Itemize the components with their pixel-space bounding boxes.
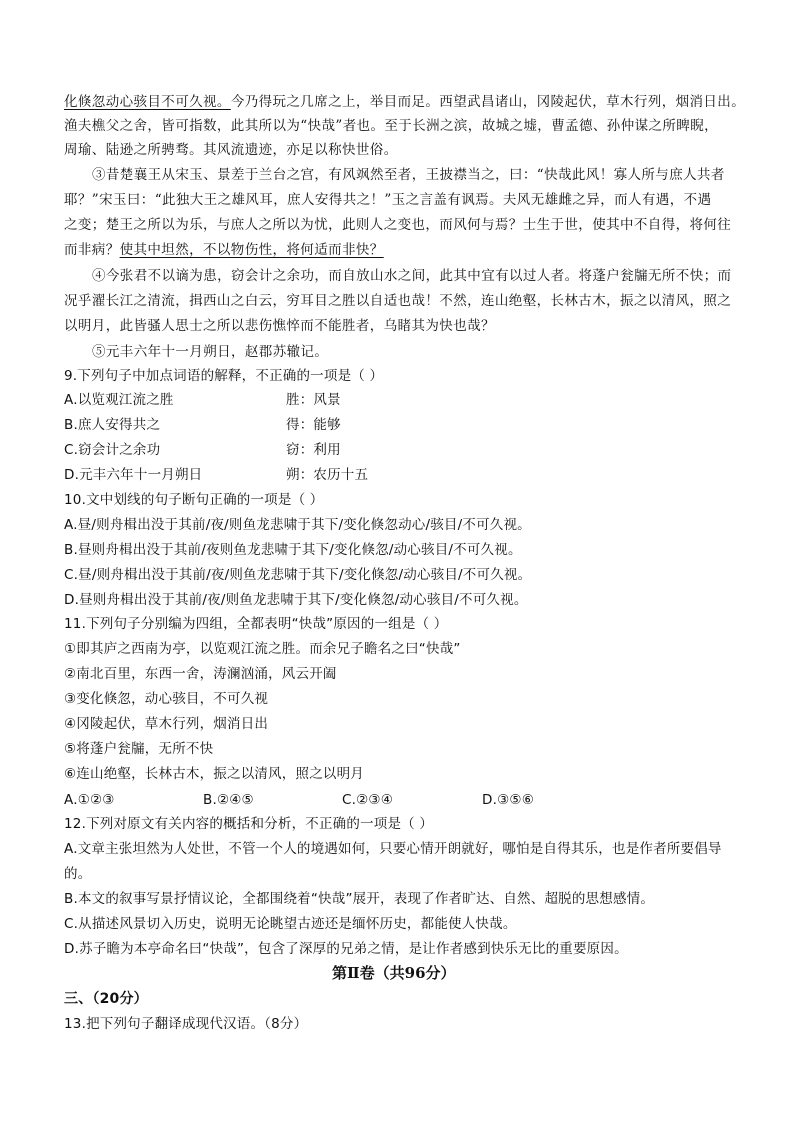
- q11-item: ①即其庐之西南为亭，以览观江流之胜。而余兄子瞻名之曰“快哉”: [64, 641, 461, 657]
- q9-option-c-gloss: 窃：利用: [286, 442, 341, 458]
- question-13-stem: 13.把下列句子翻译成现代汉语。（8分）: [64, 1016, 308, 1032]
- passage-line: [64, 93, 745, 111]
- q9-option-b-gloss: 得：能够: [286, 417, 341, 433]
- q10-option-b: B.昼则舟楫出没于其前/夜则鱼龙悲啸于其下/变化倏忽/动心骇目/不可久视。: [64, 542, 522, 558]
- q11-item: ⑤将蓬户瓮牖，无所不快: [64, 741, 214, 757]
- underlined-sentence: 化倏忽动心骇目不可久视。: [64, 94, 231, 110]
- underlined-sentence: 使其中坦然，不以物伤性，将何适而非快？: [119, 242, 384, 258]
- q11-choice-c: C.②③④: [342, 792, 394, 808]
- q9-option-b: B.庶人安得共之: [64, 417, 161, 433]
- passage-line: 之变；楚王之所以为乐，与庶人之所以为忧，此则人之变也，而风何与焉？士生于世，使其中不自得，将何往: [64, 217, 732, 233]
- q9-option-a-gloss: 胜：风景: [286, 392, 341, 408]
- question-9-stem: 9.下列句子中加点词语的解释，不正确的一项是（ ）: [64, 368, 384, 384]
- q11-choice-b: B.②④⑤: [203, 792, 254, 808]
- passage-line: 渔夫樵父之舍，皆可指数，此其所以为“快哉”者也。至于长洲之滨，故城之墟，曹孟德、孙仲谋之所睥睨，: [64, 118, 719, 134]
- q11-item: ②南北百里，东西一舍，涛澜汹涌，风云开阖: [64, 666, 337, 682]
- q11-item: ③变化倏忽，动心骇目，不可久视: [64, 691, 269, 707]
- question-12-stem: 12.下列对原文有关内容的概括和分析，不正确的一项是（ ）: [64, 816, 434, 832]
- passage-text: 今乃得玩之几席之上，举目而足。西望武昌诸山，冈陵起伏，草木行列，烟消日出。: [230, 94, 746, 110]
- passage-line: 况乎濯长江之清流，揖西山之白云，穷耳目之胜以自适也哉！不然，连山绝壑，长林古木，振之以清风，照之: [64, 293, 732, 309]
- passage-line: 耶？”宋玉曰：“此独大王之雄风耳，庶人安得共之！”玉之言盖有讽焉。夫风无雄雌之异，而人有遇，不遇: [64, 192, 712, 208]
- question-11-stem: 11.下列句子分别编为四组，全都表明“快哉”原因的一组是（ ）: [64, 616, 448, 632]
- q12-option-a: A.文章主张坦然为人处世，不管一个人的境遇如何，只要心情开朗就好，哪怕是自得其乐，也是作者所要倡导: [64, 841, 722, 857]
- passage-line: [64, 241, 384, 259]
- q10-option-d: D.昼则舟楫出没于其前/夜/则鱼龙悲啸于其下/变化倏忽/动心骇目/不可久视。: [64, 592, 528, 608]
- passage-line: ⑤元丰六年十一月朔日，赵郡苏辙记。: [92, 344, 329, 360]
- q11-item: ⑥连山绝壑，长林古木，振之以清风，照之以明月: [64, 766, 365, 782]
- q11-choice-a: A.①②③: [64, 792, 115, 808]
- q9-option-a: A.以览观江流之胜: [64, 392, 174, 408]
- passage-text: 而非病？: [64, 242, 120, 258]
- passage-line: 以明月，此皆骚人思士之所以悲伤憔悴而不能胜者，乌睹其为快也哉？: [64, 318, 495, 334]
- q12-option-c: C.从描述风景切入历史，说明无论眺望古迹还是缅怀历史，都能使人快哉。: [64, 916, 517, 932]
- q11-choice-d: D.③⑤⑥: [482, 792, 534, 808]
- passage-line: ④今张君不以谪为患，窃会计之余功，而自放山水之间，此其中宜有以过人者。将蓬户瓮牖无所不快；而: [92, 268, 732, 284]
- q9-option-d: D.元丰六年十一月朔日: [64, 467, 203, 483]
- passage-line: ③昔楚襄王从宋玉、景差于兰台之宫，有风飒然至者，王披襟当之，曰：“快哉此风！寡人所与庶人共者: [92, 167, 725, 183]
- q12-option-d: D.苏子瞻为本亭命名曰“快哉”，包含了深厚的兄弟之情，是让作者感到快乐无比的重要原因。: [64, 941, 628, 957]
- part-2-title: 第Ⅱ卷（共96分）: [332, 964, 456, 982]
- section-three-heading: 三、（20分）: [64, 991, 148, 1007]
- question-10-stem: 10.文中划线的句子断句正确的一项是（ ）: [64, 492, 324, 508]
- q10-option-a: A.昼/则舟楫出没于其前/夜/则鱼龙悲啸于其下/变化倏忽动心/骇目/不可久视。: [64, 517, 531, 533]
- passage-line: 周瑜、陆逊之所骋骛。其风流遗迹，亦足以称快世俗。: [64, 142, 398, 158]
- q11-item: ④冈陵起伏，草木行列，烟消日出: [64, 716, 269, 732]
- q9-option-d-gloss: 朔：农历十五: [286, 467, 369, 483]
- q9-option-c: C.窃会计之余功: [64, 442, 161, 458]
- q12-option-b: B.本文的叙事写景抒情议论，全都围绕着“快哉”展开，表现了作者旷达、自然、超脱的思想感情。: [64, 891, 655, 907]
- q10-option-c: C.昼/则舟楫出没于其前/夜/则鱼龙悲啸于其下/变化倏忽/动心骇目/不可久视。: [64, 567, 532, 583]
- q12-option-a-cont: 的。: [64, 866, 92, 882]
